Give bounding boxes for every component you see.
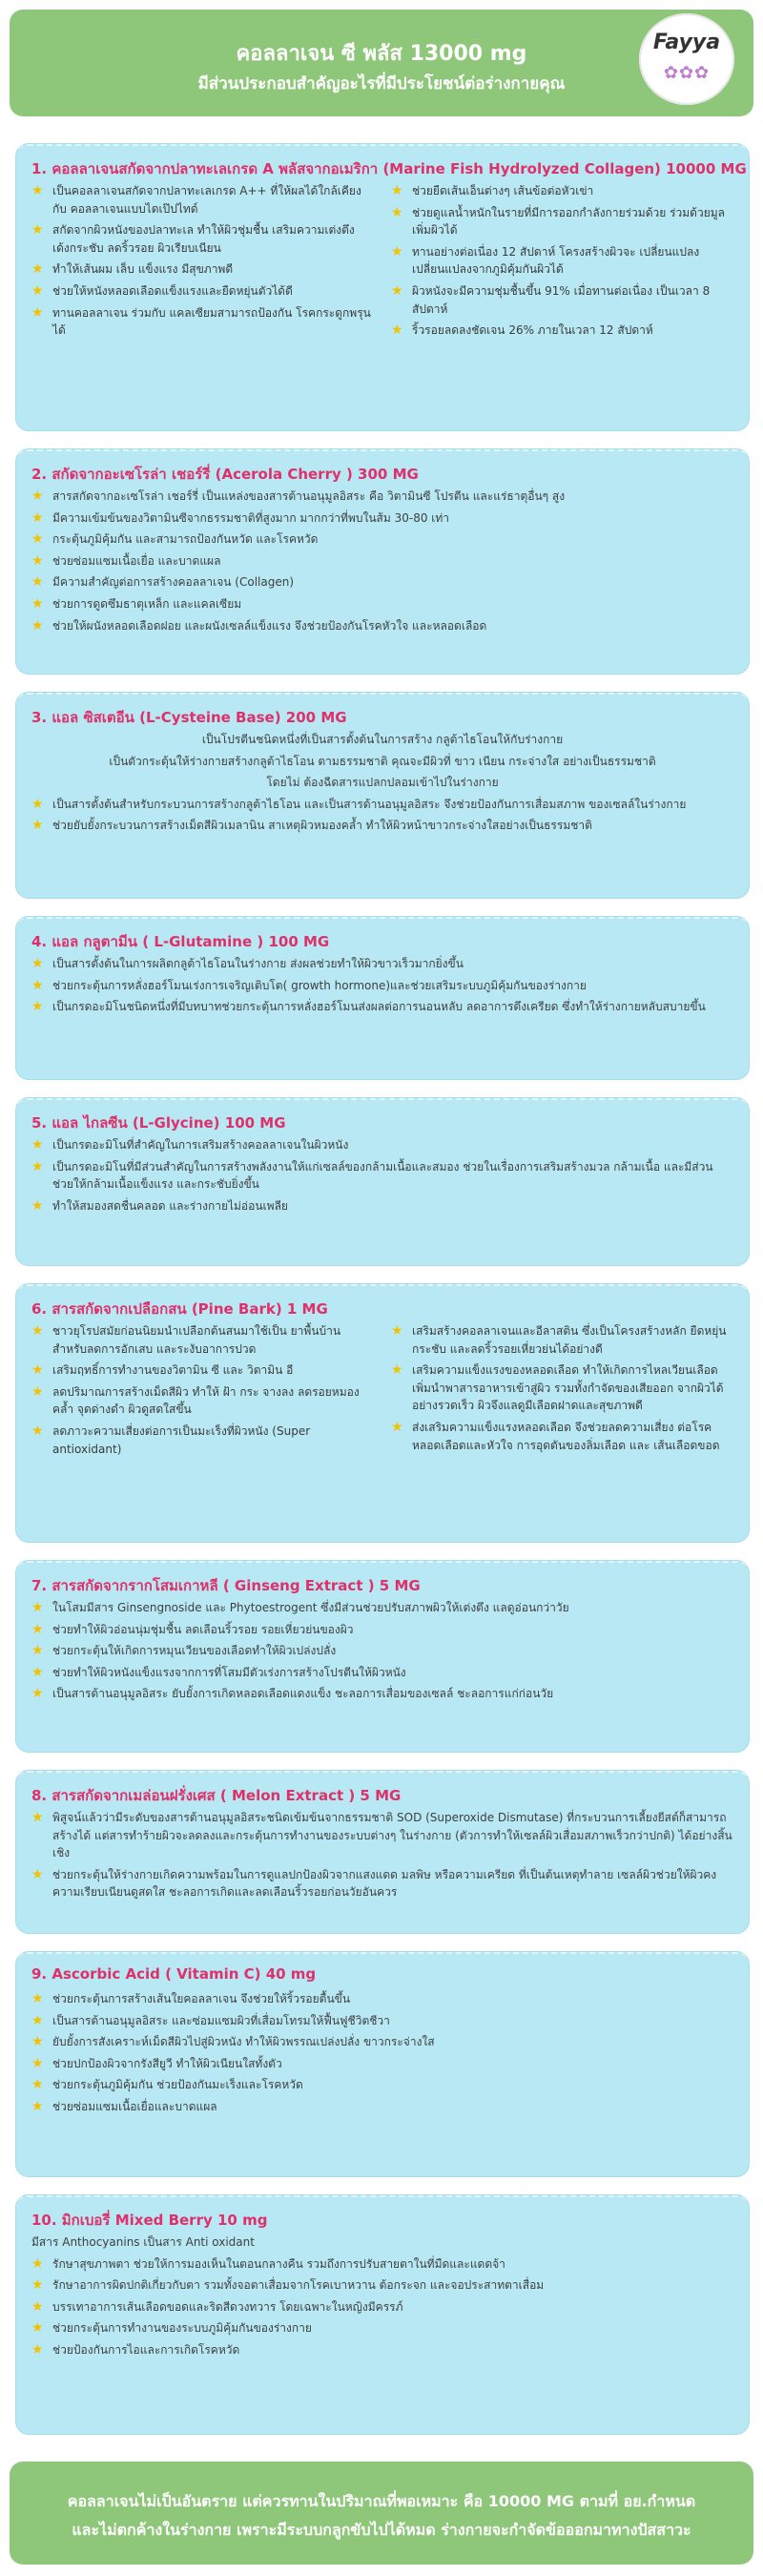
star-icon: ★ [31,595,44,612]
bullet-text: มีความสำคัญต่อการสร้างคอลลาเจน (Collagen) [52,575,294,590]
bullet-item [31,1197,733,1215]
bullet-text: พิสูจน์แล้วว่ามีระดับของสารต้านอนุมูลอิสระชนิดเข้มข้นจากธรรมชาติ SOD (Superoxide Dismutase) ที่กระบวนการเลี้ยงยีสต์ก็สามารถสร้างได้ แต่สารทำร้ายผิวจะลดลงและกระตุ้นการทำงานของระบบต่างๆ ในร่างกาย (ตัวการทำให้เซลล์ผิวเสื่อมสภาพเร็วกว่าปกติ) ได้อย่างสิ้นเชิง [52,1811,732,1860]
brand-logo [639,13,734,105]
star-icon: ★ [31,1600,44,1615]
bullet-item [31,617,733,635]
star-icon: ★ [31,2320,44,2337]
bullet-item [31,304,374,340]
ingredient-section [15,1770,750,1934]
bullet-item [31,1685,733,1703]
bullet-item [31,221,374,257]
two-column-list [31,1322,733,1462]
section-intro: เป็นโปรตีนชนิดหนึ่งที่เป็นสารตั้งต้นในการสร้าง กลูต้าไธโอนให้กับร่างกาย [201,733,564,746]
bullet-text: สกัดจากผิวหนังของปลาทะเล ทำให้ผิวชุ่มชื้น เสริมความเต่งตึง เด้งกระชับ ลดริ้วรอย ผิวเรียบเนียน [52,223,355,255]
star-icon: ★ [31,1686,44,1702]
bullet-text: ช่วยปกป้องผิวจากรังสียูวี ทำให้ผิวเนียนใสทั้งตัว [52,2056,282,2070]
bullet-item [31,998,733,1016]
two-column-list [31,182,733,343]
right-column [391,1322,733,1462]
bullet-text: เสริมฤทธิ์การทำงานของวิตามิน ซี และ วิตามิน อี [52,1363,294,1378]
star-icon: ★ [31,1158,44,1174]
bullet-item [391,204,733,239]
star-icon: ★ [31,2055,44,2071]
bullet-text: ช่วยป้องกันการไอและการเกิดโรคหวัด [52,2342,240,2357]
star-icon: ★ [31,1991,44,2006]
star-icon: ★ [31,222,44,239]
ingredient-section [15,1097,750,1266]
bullet-item [31,2319,733,2337]
section-title: 5. แอล ไกลซีน (L-Glycine) 100 MG [31,1114,286,1132]
bullet-item [31,573,733,592]
bullet-item [31,1158,733,1194]
bullet-text: ทำให้สมองสดชื่นคลอด และร่างกายไม่อ่อนเพลีย [52,1198,288,1213]
bullet-text: กระตุ้นภูมิคุ้มกัน และสามารถป้องกันหวัด และโรคหวัด [52,532,319,547]
star-icon: ★ [31,282,44,299]
star-icon: ★ [31,617,44,634]
bullet-item [391,322,733,340]
star-icon: ★ [31,999,44,1015]
logo-text: Fayya [652,31,721,54]
bullet-text: ช่วยกระตุ้นให้เกิดการหมุนเวียนของเลือดทำให้ผิวเปล่งปลั่ง [52,1644,337,1658]
bullet-text: ทานคอลลาเจน ร่วมกับ แคลเซียมสามารถป้องกัน โรคกระดูกพรุนได้ [52,305,371,338]
bullet-item [31,817,733,835]
ingredient-section [15,2194,750,2435]
section-title: 3. แอล ซิสเตอีน (L-Cysteine Base) 200 MG [31,709,347,726]
star-icon: ★ [31,261,44,278]
bullet-item [31,2076,733,2094]
footer-banner [10,2462,753,2565]
header-banner [10,10,753,116]
bullet-list [31,1809,733,1905]
bullet-text: ทานอย่างต่อเนื่อง 12 สัปดาห์ โครงสร้างผิวจะ เปลี่ยนแปลงเปลี่ยนแปลงจากภูมิคุ้มกันผิวได้ [412,244,700,277]
bullet-item [391,1361,733,1415]
ingredient-section [15,143,750,431]
bullet-text: เป็นคอลลาเจนสกัดจากปลาทะเลเกรด A++ ที่ให้ผลได้ใกล้เคียงกับ คอลลาเจนแบบไดเป๊ปไทด์ [52,184,361,216]
ingredient-section [15,1560,750,1753]
bullet-item [31,1423,374,1458]
section-title: 4. แอล กลูตามีน ( L-Glutamine ) 100 MG [31,933,330,950]
bullet-text: เป็นสารตั้งต้นในการผลิตกลูต้าไธโอนในร่างกาย ส่งผลช่วยทำให้ผิวขาวเร็วมากยิ่งขึ้น [52,957,464,970]
star-icon: ★ [31,552,44,569]
bullet-text: ช่วยให้หนังหลอดเลือดแข็งแรงและยืดหยุ่นตัวได้ดี [52,283,293,298]
star-icon: ★ [391,322,403,339]
bullet-text: ช่วยกระตุ้นการหลั่งฮอร์โมนเร่งการเจริญเติบโต( growth hormone)และช่วยเสริมระบบภูมิคุ้มกันของร่างกาย [52,978,587,992]
star-icon: ★ [31,531,44,548]
bullet-text: ลดภาวะความเสี่ยงต่อการเป็นมะเร็งที่ผิวหนัง (Super antioxidant) [52,1423,311,1456]
bullet-text: ช่วยซ่อมแซมเนื้อเยื่อ และบาดแผล [52,553,221,568]
star-icon: ★ [31,2255,44,2272]
star-icon: ★ [31,956,44,971]
section-title: 1. คอลลาเจนสกัดจากปลาทะเลเกรด A พลัสจากอเมริกา (Marine Fish Hydrolyzed Collagen) 10000 MG [31,160,747,177]
bullet-text: ช่วยยืดเส้นเอ็นต่างๆ เส้นข้อต่อหัวเข่า [412,184,594,197]
ingredient-section [15,1951,750,2177]
bullet-item [391,243,733,279]
bullet-text: เป็นกรดอะมิโนที่สำคัญในการเสริมสร้างคอลลาเจนในผิวหนัง [52,1138,349,1152]
ingredient-section [15,1283,750,1543]
bullet-item [31,1642,733,1660]
bullet-text: บรรเทาอาการเส้นเลือดขอดและริดสีดวงทวาร โดยเฉพาะในหญิงมีครรภ์ [52,2299,403,2314]
bullet-item [31,488,733,506]
left-column [31,1322,374,1462]
bullet-text: ผิวหนังจะมีความชุ่มชื้นขึ้น 91% เมื่อทานต่อเนื่อง เป็นเวลา 8 สัปดาห์ [412,283,711,316]
star-icon: ★ [31,1423,44,1439]
star-icon: ★ [391,1323,403,1339]
star-icon: ★ [31,1810,44,1825]
star-icon: ★ [31,2012,44,2028]
bullet-list [31,955,733,1020]
bullet-item [31,796,733,814]
bullet-text: มีความเข้มข้นของวิตามินซีจากธรรมชาติที่สูงมาก มากกว่าที่พบในส้ม 30-80 เท่า [52,510,450,525]
bullet-item [31,1664,733,1682]
ingredient-section [15,916,750,1080]
page-title: คอลลาเจน ซี พลัส 13000 mg [236,42,527,66]
star-icon: ★ [31,1197,44,1214]
star-icon: ★ [31,488,44,504]
star-icon: ★ [31,1643,44,1659]
bullet-list [31,1990,733,2120]
bullet-text: เสริมสร้างคอลลาเจนและอีลาสติน ซึ่งเป็นโครงสร้างหลัก ยืดหยุ่น กระชับ และลดริ้วรอยเหี่ยวย่นได้อย่างดี [412,1324,727,1356]
section-title: 10. มิกเบอรี่ Mixed Berry 10 mg [31,2212,268,2229]
star-icon: ★ [31,1664,44,1680]
bullet-text: เป็นสารต้านอนุมูลอิสระ ยับยั้งการเกิดหลอดเลือดแดงแข็ง ชะลอการเสื่อมของเซลล์ ชะลอการแก่ก่อนวัย [52,1687,554,1701]
section-title: 2. สกัดจากอะเซโรล่า เชอร์รี่ (Acerola Cherry ) 300 MG [31,466,419,483]
bullet-item [31,1599,733,1617]
bullet-item [31,260,374,279]
bullet-text: ริ้วรอยลดลงชัดเจน 26% ภายในเวลา 12 สัปดาห์ [412,323,653,338]
bullet-text: เป็นสารตั้งต้นสำหรับกระบวนการสร้างกลูต้าไธโอน และเป็นสารต้านอนุมูลอิสระ จึงช่วยป้องกันการเสื่อมสภาพ ของเซลล์ในร่างกาย [52,797,687,811]
bullet-item [31,2298,733,2316]
star-icon: ★ [31,2098,44,2114]
section-intro: โดยไม่ ต้องฉีดสารแปลกปลอมเข้าไปในร่างกาย [266,776,499,790]
star-icon: ★ [31,1362,44,1379]
star-icon: ★ [31,2277,44,2294]
section-intro: เป็นตัวกระตุ้นให้ร่างกายสร้างกลูต้าไธโอน ตามธรรมชาติ คุณจะมีผิวที่ ขาว เนียน กระจ่างใส อย่างเป็นธรรมชาติ [109,754,656,768]
bullet-text: รักษาอาการผิดปกติเกี่ยวกับตา รวมทั้งจอตาเสื่อมจากโรคเบาหวาน ต้อกระจก และจอประสาทตาเสื่อม [52,2278,545,2293]
bullet-text: ช่วยกระตุ้นการสร้างเส้นใยคอลลาเจน จึงช่วยให้ริ้วรอยตื้นขึ้น [52,1992,351,2005]
bullet-text: ช่วยกระตุ้นให้ร่างกายเกิดความพร้อมในการดูแลปกป้องผิวจากแสงแดด มลพิษ หรือความเครียด ที่เป็นต้นเหตุทำลาย เซลล์ผิวช่วยให้ผิวคงความเรียบเนียนดูสดใส ชะลอการเกิดและลดเลือนริ้วรอยก่อนวัยอันควร [52,1867,717,1900]
bullet-item [31,2098,733,2116]
star-icon: ★ [31,1621,44,1637]
bullet-item [31,1361,374,1380]
star-icon: ★ [31,1383,44,1400]
bullet-text: เป็นสารต้านอนุมูลอิสระ และซ่อมแซมผิวที่เสื่อมโทรมให้ฟื้นฟูชีวิตชีวา [52,2013,390,2027]
bullet-item [391,182,733,200]
star-icon: ★ [31,2034,44,2050]
star-icon: ★ [391,1362,403,1379]
bullet-list [31,1136,733,1218]
bullet-item [31,2276,733,2295]
star-icon: ★ [31,1866,44,1882]
bullet-item [31,1866,733,1901]
bullet-text: เป็นกรดอะมิโนที่มีส่วนสำคัญในการสร้างพลังงานให้แก่เซลล์ของกล้ามเนื้อและสมอง ช่วยในเรื่องการเสริมสร้างมวล กล้ามเนื้อ และมีส่วนช่วยให้กล้ามเนื้อแข็งแรง และกระชับยิ่งขึ้น [52,1159,713,1192]
bullet-text: ช่วยทำให้ผิวอ่อนนุ่มชุ่มชื้น ลดเลือนริ้วรอย รอยเหี่ยวย่นของผิว [52,1622,354,1636]
bullet-text: รักษาสุขภาพตา ช่วยให้การมองเห็นในตอนกลางคืน รวมถึงการปรับสายตาในที่มืดและแดดจ้า [52,2256,505,2271]
bullet-item [31,2341,733,2359]
star-icon: ★ [31,304,44,321]
bullet-item [31,977,733,995]
bullet-item [31,595,733,613]
star-icon: ★ [31,574,44,591]
bullet-item [31,2055,733,2073]
bullet-list [31,488,733,638]
bullet-text: ช่วยกระตุ้นภูมิคุ้มกัน ช่วยป้องกันมะเร็งและโรคหวัด [52,2078,303,2092]
bullet-item [31,2012,733,2030]
footer-note-line-1: คอลลาเจนไม่เป็นอันตราย แต่ควรทานในปริมาณที่พอเหมาะ คือ 10000 MG ตามที่ อย.กำหนด [67,2492,696,2510]
bullet-text: เสริมความแข็งแรงของหลอดเลือด ทำให้เกิดการไหลเวียนเลือด เพิ่มนำพาสารอาหารเข้าสู่ผิว รวมทั้งกำจัดของเสียออก จากผิวได้อย่างรวดเร็ว ผิวจึงแลดูมีเลือดฝาดและสุขภาพดี [412,1363,724,1413]
ingredient-section [15,692,750,899]
bullet-item [31,552,733,571]
bullet-text: ลดปริมาณการสร้างเม็ดสีผิว ทำให้ ฝ้า กระ จางลง ลดรอยหมองคล้ำ จุดด่างดำ ผิวดูสดใสขึ้น [52,1384,360,1417]
star-icon: ★ [31,2341,44,2358]
bullet-text: เป็นกรดอะมิโนชนิดหนึ่งที่มีบทบาทช่วยกระตุ้นการหลั่งฮอร์โมนส่งผลต่อการนอนหลับ ลดอาการตึงเครียด ซึ่งทำให้ร่างกายหลับสบายขึ้น [52,1000,706,1014]
bullet-item [31,1383,374,1419]
star-icon: ★ [31,818,44,834]
bullet-item [31,1136,733,1154]
bullet-item [31,182,374,218]
section-intro: มีสาร Anthocyanins เป็นสาร Anti oxidant [31,2235,255,2249]
bullet-item [391,282,733,318]
star-icon: ★ [31,2298,44,2315]
bullet-text: ชาวยุโรปสมัยก่อนนิยมนำเปลือกต้นสนมาใช้เป็น ยาพื้นบ้านสำหรับลดการอักเสบ และระงับอาการปวด [52,1324,341,1356]
bullet-item [31,955,733,973]
bullet-item [31,2033,733,2051]
bullet-text: ยับยั้งการสังเคราะห์เม็ดสีผิวไปสู่ผิวหนัง ทำให้ผิวพรรณเปล่งปลั่ง ขาวกระจ่างใส [52,2035,435,2049]
bullet-item [391,1419,733,1454]
section-title: 7. สารสกัดจากรากโสมเกาหลี ( Ginseng Extract ) 5 MG [31,1577,421,1594]
star-icon: ★ [31,509,44,526]
section-title: 9. Ascorbic Acid ( Vitamin C) 40 mg [31,1965,317,1983]
star-icon: ★ [31,1137,44,1153]
right-column [391,182,733,343]
bullet-item [31,282,374,301]
bullet-item [31,2255,733,2274]
bullet-item [31,530,733,549]
bullet-text: ทำให้เส้นผม เล็บ แข็งแรง มีสุขภาพดี [52,262,234,277]
section-title: 6. สารสกัดจากเปลือกสน (Pine Bark) 1 MG [31,1300,328,1318]
bullet-text: ช่วยการดูดซึมธาตุเหล็ก และแคลเซียม [52,596,242,611]
page-subtitle: มีส่วนประกอบสำคัญอะไรที่มีประโยชน์ต่อร่างกายคุณ [197,74,566,93]
bullet-text: ช่วยยับยั้งกระบวนการสร้างเม็ดสีผิวเมลานิน สาเหตุผิวหมองคล้ำ ทำให้ผิวหน้าขาวกระจ่างใสอย่างเป็นธรรมชาติ [52,819,592,833]
flower-icon: ✿✿✿ [663,63,711,83]
footer-note-line-2: และไม่ตกค้างในร่างกาย เพราะมีระบบกลูกขับไปได้หมด ร่างกายจะกำจัดข้อออกมาทางปัสสาวะ [72,2521,691,2539]
star-icon: ★ [31,1323,44,1339]
star-icon: ★ [391,1419,403,1435]
bullet-item [31,1809,733,1862]
star-icon: ★ [391,282,403,299]
star-icon: ★ [31,2077,44,2093]
star-icon: ★ [391,204,403,220]
bullet-text: ในโสมมีสาร Ginsengnoside และ Phytoestrogent ซึ่งมีส่วนช่วยปรับสภาพผิวให้เต่งตึง แลดูอ่อนกว่าวัย [52,1601,569,1614]
bullet-item [31,1621,733,1639]
bullet-list [31,731,733,839]
bullet-text: ส่งเสริมความแข็งแรงหลอดเลือด จึงช่วยลดความเสี่ยง ต่อโรคหลอดเลือดและหัวใจ การอุดตันของลิ่มเลือด และ เส้นเลือดขอด [412,1420,720,1452]
bullet-list [31,1599,733,1707]
bullet-item [31,509,733,528]
star-icon: ★ [391,243,403,260]
bullet-text: ช่วยให้ผนังหลอดเลือดฝอย และผนังเซลล์แข็งแรง จึงช่วยป้องกันโรคหัวใจ และหลอดเลือด [52,618,487,633]
bullet-item [31,1322,374,1358]
left-column [31,182,374,343]
section-title: 8. สารสกัดจากเมล่อนฝรั่งเศส ( Melon Extract ) 5 MG [31,1787,402,1804]
bullet-item [391,1322,733,1358]
star-icon: ★ [391,183,403,198]
bullet-text: ช่วยกระตุ้นการทำงานของระบบภูมิคุ้มกันของร่างกาย [52,2321,312,2336]
bullet-text: ช่วยทำให้ผิวหนังแข็งแรงจากการที่โสมมีตัวเร่งการสร้างโปรตีนให้ผิวหนัง [52,1665,406,1679]
star-icon: ★ [31,183,44,198]
star-icon: ★ [31,977,44,993]
ingredient-section [15,448,750,675]
bullet-text: ช่วยซ่อมแซมเนื้อเยื่อและบาดแผล [52,2099,217,2113]
bullet-item [31,1990,733,2008]
bullet-text: สารสกัดจากอะเซโรล่า เชอร์รี่ เป็นแหล่งของสารต้านอนุมูลอิสระ คือ วิตามินซี โปรตีน และแร่ธาตุอื่นๆ สูง [52,489,566,503]
bullet-list [31,2233,733,2363]
bullet-text: ช่วยดูแลน้ำหนักในรายที่มีการออกกำลังกายร่วมด้วย ร่วมด้วยมูลเพิ่มผิวได้ [412,205,725,238]
star-icon: ★ [31,796,44,812]
